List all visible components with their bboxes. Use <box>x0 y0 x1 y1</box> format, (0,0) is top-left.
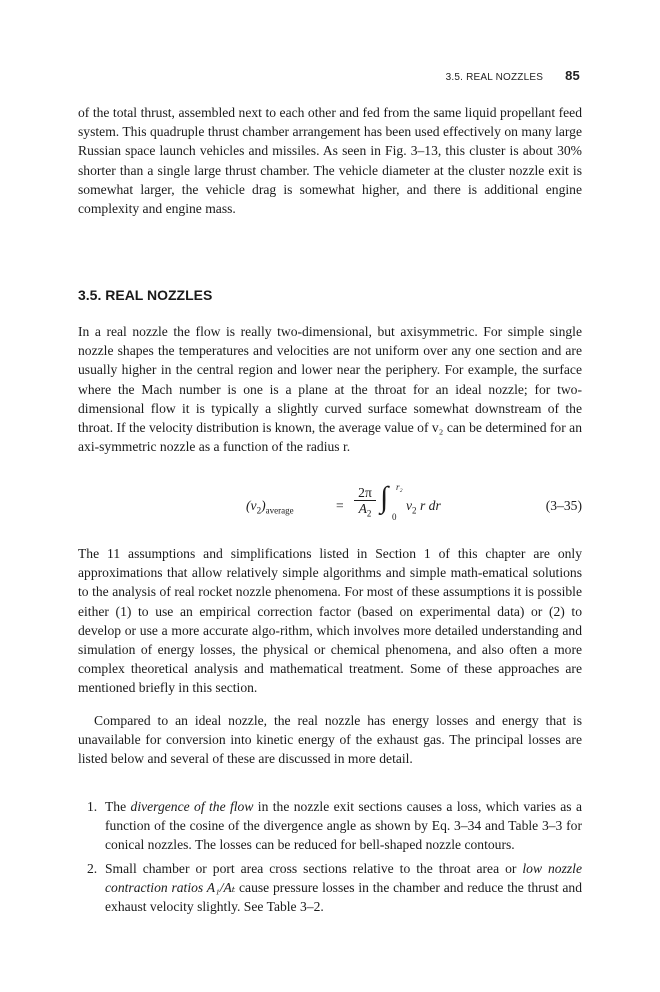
section-heading: 3.5. REAL NOZZLES <box>78 287 213 303</box>
equation-equals: = <box>336 498 344 513</box>
equation-number: (3–35) <box>545 498 582 513</box>
running-header <box>446 68 580 83</box>
list-item: 1. The divergence of the flow in the nozzle exit sections causes a loss, which varies as a function of the cosine of the divergence angle as shown by Eq. 3–34 and Table 3–3 for conical nozzles. The losses can be reduced for bell-shaped nozzle contours. <box>87 799 582 853</box>
equation-lhs: $(v_2)_{average}$ <box>246 498 294 516</box>
paragraph-real-nozzle-flow: In a real nozzle the flow is really two-dimensional, but axisymmetric. For simple single nozzle shapes the temperatures and velocities are not uniform over any one section and are usually higher in the central region and lower near the periphery. For example, the surface where the Mach number is one is a plane at the throat for an ideal nozzle; for two-dimensional flow it is typically a slightly curved surface somewhat downstream of the throat. If the velocity distribution is known, the average value of v₂ can be determined for an axi-symmetric nozzle as a function of the radius r. <box>78 324 582 455</box>
integral-lower-limit: 0 <box>392 512 397 522</box>
page-number: 85 <box>565 68 580 83</box>
integral-upper-limit: r₂ <box>396 482 403 492</box>
running-header-section: 3.5. REAL NOZZLES <box>445 72 544 83</box>
list-item-emphasis: low nozzle contraction ratios A₁/Aₜ <box>105 860 582 895</box>
fraction-denominator: $A_2$ <box>358 501 372 519</box>
integrand: $v_2$ r dr <box>406 498 441 516</box>
equation-3-35 <box>78 480 582 526</box>
fraction-numerator: 2π <box>354 485 376 501</box>
paragraph-assumptions: The 11 assumptions and simplifications listed in Section 1 of this chapter are only approximations that allow relatively simple algorithms and simple math-ematical solutions to the analysis of real rocket nozzle phenomena. For most of these assumptions it is possible either (1) to use an empirical correction factor (based on experimental data) or (2) to develop or use a more accurate algo-rithm, which involves more detailed understanding and simulation of energy losses, the physical or chemical phenomena, and also often a more complex theoretical analysis and mathematical treatment. Some of these approaches are mentioned briefly in this section. <box>78 546 582 696</box>
list-item-emphasis: divergence of the flow <box>130 799 254 814</box>
loss-list <box>78 797 582 920</box>
paragraph-energy-losses: Compared to an ideal nozzle, the real nozzle has energy losses and energy that is unavailable for conversion into kinetic energy of the exhaust gas. The principal losses are listed below and several of these are discussed in more detail. <box>78 713 582 767</box>
list-item-number: 2. <box>87 860 98 876</box>
list-item: 2. Small chamber or port area cross sections relative to the throat area or low nozzle contraction ratios A₁/Aₜ cause pressure losses in the chamber and reduce the thrust and exhaust velocity slightly. See Table 3–2. <box>87 860 582 915</box>
equation-fraction <box>354 485 376 522</box>
paragraph-cluster-intro: of the total thrust, assembled next to each other and fed from the same liquid propellant feed system. This quadruple thrust chamber arrangement has been used effectively on many large Russian space launch vehicles and missiles. As seen in Fig. 3–13, this cluster is about 30% shorter than a single large thrust chamber. The vehicle diameter at the cluster nozzle exit is somewhat larger, the vehicle drag is somewhat higher, and there is additional engine complexity and engine mass. <box>78 105 582 217</box>
list-item-number: 1. <box>87 799 98 814</box>
integral-sign: ∫ <box>380 481 389 514</box>
